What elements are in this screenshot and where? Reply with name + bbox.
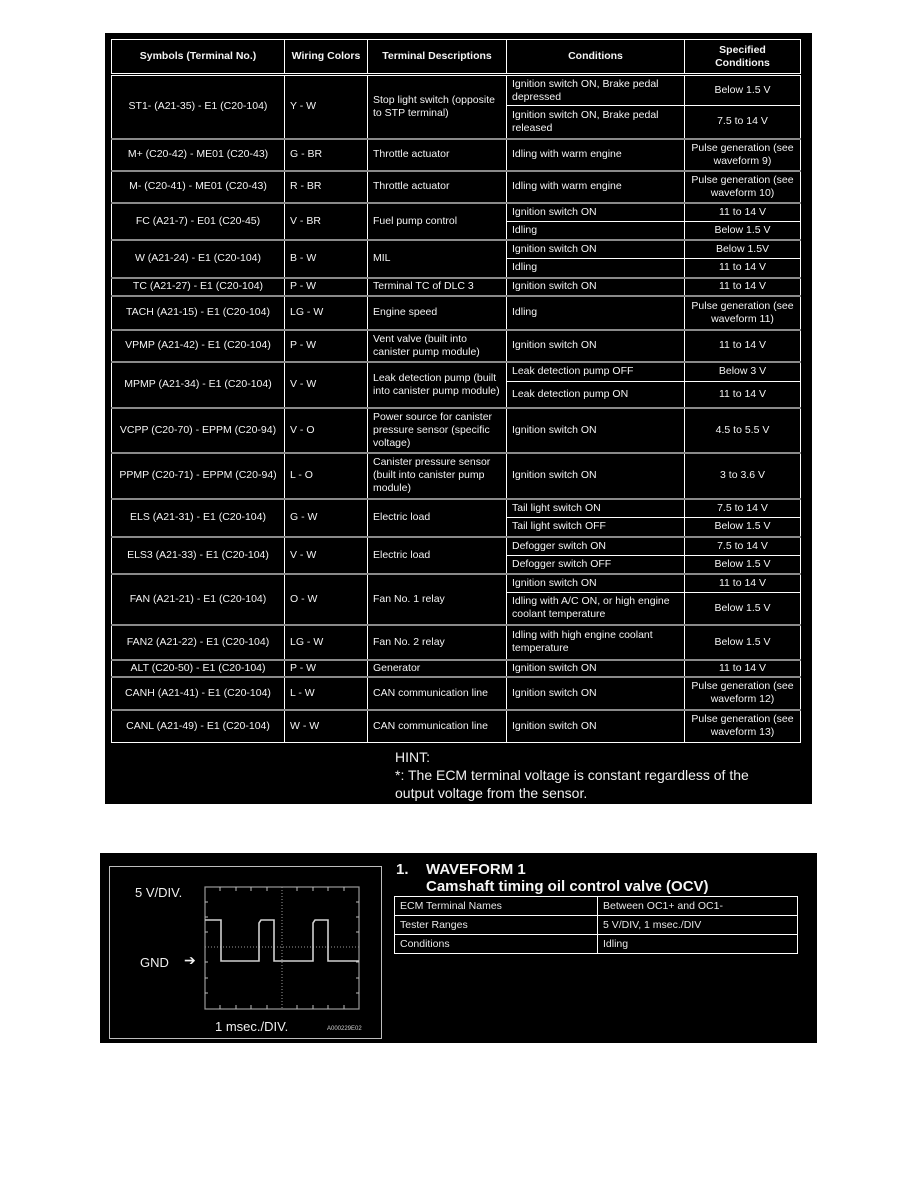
- condition-cell: Idling: [507, 222, 685, 240]
- hint-block: [395, 748, 749, 802]
- description-cell: Stop light switch (opposite to STP terminal): [368, 75, 507, 139]
- ecm-terminal-names-label: ECM Terminal Names: [395, 897, 598, 916]
- condition-cell: Ignition switch ON, Brake pedal depressed: [507, 75, 685, 106]
- waveform-number: 1.: [396, 861, 409, 878]
- waveform-plot: [204, 886, 360, 1011]
- waveform-info-table: [394, 896, 798, 954]
- specified-condition-cell: 11 to 14 V: [685, 382, 801, 408]
- symbol-cell: TC (A21-27) - E1 (C20-104): [112, 278, 285, 296]
- specified-condition-cell: 7.5 to 14 V: [685, 537, 801, 556]
- symbol-cell: ST1- (A21-35) - E1 (C20-104): [112, 75, 285, 139]
- symbol-cell: VCPP (C20-70) - EPPM (C20-94): [112, 408, 285, 453]
- table-row: [112, 240, 801, 259]
- condition-cell: Idling: [507, 296, 685, 330]
- condition-cell: Ignition switch ON: [507, 278, 685, 296]
- condition-cell: Tail light switch OFF: [507, 518, 685, 537]
- specified-condition-cell: 11 to 14 V: [685, 574, 801, 593]
- condition-cell: Ignition switch ON: [507, 330, 685, 362]
- condition-cell: Ignition switch ON: [507, 453, 685, 499]
- ecm-terminal-names-value: Between OC1+ and OC1-: [598, 897, 798, 916]
- description-cell: Throttle actuator: [368, 171, 507, 203]
- description-cell: Fan No. 2 relay: [368, 625, 507, 660]
- specified-condition-cell: 11 to 14 V: [685, 330, 801, 362]
- symbol-cell: ELS3 (A21-33) - E1 (C20-104): [112, 537, 285, 574]
- wiring-color-cell: V - W: [285, 362, 368, 408]
- table-row: [112, 139, 801, 171]
- wiring-color-cell: V - O: [285, 408, 368, 453]
- description-cell: Fan No. 1 relay: [368, 574, 507, 625]
- table-row: [395, 916, 798, 935]
- gnd-arrow-icon: ➔: [184, 952, 196, 968]
- wiring-color-cell: P - W: [285, 330, 368, 362]
- description-cell: Engine speed: [368, 296, 507, 330]
- specified-condition-cell: 7.5 to 14 V: [685, 499, 801, 518]
- condition-cell: Ignition switch ON: [507, 710, 685, 743]
- symbol-cell: ALT (C20-50) - E1 (C20-104): [112, 660, 285, 677]
- condition-cell: Idling with high engine coolant temperature: [507, 625, 685, 660]
- description-cell: Vent valve (built into canister pump module): [368, 330, 507, 362]
- condition-cell: Idling: [507, 259, 685, 278]
- waveform-subheading: Camshaft timing oil control valve (OCV): [426, 878, 709, 895]
- specified-condition-cell: 4.5 to 5.5 V: [685, 408, 801, 453]
- description-cell: Terminal TC of DLC 3: [368, 278, 507, 296]
- specified-condition-cell: 3 to 3.6 V: [685, 453, 801, 499]
- description-cell: MIL: [368, 240, 507, 278]
- specified-condition-cell: Pulse generation (see waveform 10): [685, 171, 801, 203]
- description-cell: Canister pressure sensor (built into canister pump module): [368, 453, 507, 499]
- table-row: [112, 537, 801, 556]
- table-row: [112, 408, 801, 453]
- symbol-cell: CANH (A21-41) - E1 (C20-104): [112, 677, 285, 710]
- specified-condition-cell: Below 1.5 V: [685, 75, 801, 106]
- waveform-heading: WAVEFORM 1: [426, 861, 526, 878]
- table-row: [112, 453, 801, 499]
- wiring-color-cell: V - W: [285, 537, 368, 574]
- waveform-heading-block: [396, 861, 709, 895]
- symbol-cell: M- (C20-41) - ME01 (C20-43): [112, 171, 285, 203]
- symbol-cell: CANL (A21-49) - E1 (C20-104): [112, 710, 285, 743]
- symbol-cell: FAN (A21-21) - E1 (C20-104): [112, 574, 285, 625]
- specified-condition-cell: Below 1.5V: [685, 240, 801, 259]
- wiring-color-cell: L - O: [285, 453, 368, 499]
- symbol-cell: MPMP (A21-34) - E1 (C20-104): [112, 362, 285, 408]
- header-symbols: Symbols (Terminal No.): [112, 40, 285, 75]
- hint-line-1: *: The ECM terminal voltage is constant regardless of the: [395, 767, 749, 783]
- table-row: [112, 75, 801, 106]
- wiring-color-cell: B - W: [285, 240, 368, 278]
- wiring-color-cell: G - W: [285, 499, 368, 537]
- condition-cell: Defogger switch ON: [507, 537, 685, 556]
- specified-condition-cell: 11 to 14 V: [685, 660, 801, 677]
- description-cell: Generator: [368, 660, 507, 677]
- table-row: [112, 278, 801, 296]
- symbol-cell: TACH (A21-15) - E1 (C20-104): [112, 296, 285, 330]
- table-row: [112, 574, 801, 593]
- wiring-color-cell: Y - W: [285, 75, 368, 139]
- condition-cell: Ignition switch ON: [507, 660, 685, 677]
- wiring-color-cell: V - BR: [285, 203, 368, 240]
- wiring-color-cell: W - W: [285, 710, 368, 743]
- specified-condition-cell: 11 to 14 V: [685, 259, 801, 278]
- specified-condition-cell: Pulse generation (see waveform 13): [685, 710, 801, 743]
- hint-line-2: output voltage from the sensor.: [395, 785, 588, 801]
- symbol-cell: ELS (A21-31) - E1 (C20-104): [112, 499, 285, 537]
- terminal-spec-table: [111, 39, 801, 743]
- oscilloscope-figure: [109, 866, 382, 1039]
- table-row: [112, 710, 801, 743]
- condition-cell: Ignition switch ON: [507, 677, 685, 710]
- wiring-color-cell: G - BR: [285, 139, 368, 171]
- description-cell: CAN communication line: [368, 677, 507, 710]
- symbol-cell: VPMP (A21-42) - E1 (C20-104): [112, 330, 285, 362]
- specified-condition-cell: Below 1.5 V: [685, 222, 801, 240]
- description-cell: Fuel pump control: [368, 203, 507, 240]
- wiring-color-cell: LG - W: [285, 625, 368, 660]
- specified-condition-cell: Below 1.5 V: [685, 518, 801, 537]
- symbol-cell: W (A21-24) - E1 (C20-104): [112, 240, 285, 278]
- waveform-panel: [100, 853, 817, 1043]
- specified-condition-cell: 11 to 14 V: [685, 278, 801, 296]
- description-cell: Throttle actuator: [368, 139, 507, 171]
- symbol-cell: FC (A21-7) - E01 (C20-45): [112, 203, 285, 240]
- wiring-color-cell: P - W: [285, 660, 368, 677]
- wiring-color-cell: R - BR: [285, 171, 368, 203]
- wiring-color-cell: L - W: [285, 677, 368, 710]
- condition-cell: Defogger switch OFF: [507, 556, 685, 574]
- header-specified-conditions: Specified Conditions: [685, 40, 801, 75]
- specified-condition-cell: Pulse generation (see waveform 11): [685, 296, 801, 330]
- tester-ranges-value: 5 V/DIV, 1 msec./DIV: [598, 916, 798, 935]
- description-cell: CAN communication line: [368, 710, 507, 743]
- terminal-spec-panel: [105, 33, 812, 804]
- wiring-color-cell: LG - W: [285, 296, 368, 330]
- table-row: [112, 499, 801, 518]
- specified-condition-cell: Pulse generation (see waveform 12): [685, 677, 801, 710]
- hint-title: HINT:: [395, 749, 430, 765]
- condition-cell: Ignition switch ON: [507, 574, 685, 593]
- condition-cell: Idling with warm engine: [507, 139, 685, 171]
- header-wiring-colors: Wiring Colors: [285, 40, 368, 75]
- symbol-cell: FAN2 (A21-22) - E1 (C20-104): [112, 625, 285, 660]
- description-cell: Electric load: [368, 537, 507, 574]
- condition-cell: Idling with warm engine: [507, 171, 685, 203]
- wiring-color-cell: P - W: [285, 278, 368, 296]
- figure-id: A000229E02: [327, 1026, 362, 1032]
- condition-cell: Ignition switch ON: [507, 240, 685, 259]
- terminal-spec-body: [112, 75, 801, 743]
- table-row: [395, 897, 798, 916]
- condition-cell: Ignition switch ON: [507, 203, 685, 222]
- header-conditions: Conditions: [507, 40, 685, 75]
- specified-condition-cell: 7.5 to 14 V: [685, 106, 801, 139]
- condition-cell: Ignition switch ON, Brake pedal released: [507, 106, 685, 139]
- conditions-label: Conditions: [395, 935, 598, 954]
- table-row: [112, 203, 801, 222]
- condition-cell: Tail light switch ON: [507, 499, 685, 518]
- specified-condition-cell: Below 1.5 V: [685, 593, 801, 625]
- conditions-value: Idling: [598, 935, 798, 954]
- table-row: [112, 625, 801, 660]
- symbol-cell: PPMP (C20-71) - EPPM (C20-94): [112, 453, 285, 499]
- table-row: [112, 677, 801, 710]
- table-row: [112, 330, 801, 362]
- specified-condition-cell: Below 1.5 V: [685, 625, 801, 660]
- time-per-div-label: 1 msec./DIV.: [215, 1019, 289, 1034]
- header-terminal-descriptions: Terminal Descriptions: [368, 40, 507, 75]
- volts-per-div-label: 5 V/DIV.: [135, 885, 183, 900]
- specified-condition-cell: Below 3 V: [685, 362, 801, 382]
- table-row: [395, 935, 798, 954]
- table-row: [112, 660, 801, 677]
- description-cell: Leak detection pump (built into canister pump module): [368, 362, 507, 408]
- description-cell: Power source for canister pressure sensor (specific voltage): [368, 408, 507, 453]
- condition-cell: Idling with A/C ON, or high engine coolant temperature: [507, 593, 685, 625]
- gnd-label: GND: [140, 955, 169, 970]
- wiring-color-cell: O - W: [285, 574, 368, 625]
- table-header-row: [112, 40, 801, 75]
- table-row: [112, 362, 801, 382]
- table-row: [112, 296, 801, 330]
- condition-cell: Ignition switch ON: [507, 408, 685, 453]
- symbol-cell: M+ (C20-42) - ME01 (C20-43): [112, 139, 285, 171]
- condition-cell: Leak detection pump ON: [507, 382, 685, 408]
- tester-ranges-label: Tester Ranges: [395, 916, 598, 935]
- specified-condition-cell: Below 1.5 V: [685, 556, 801, 574]
- specified-condition-cell: Pulse generation (see waveform 9): [685, 139, 801, 171]
- description-cell: Electric load: [368, 499, 507, 537]
- table-row: [112, 171, 801, 203]
- specified-condition-cell: 11 to 14 V: [685, 203, 801, 222]
- condition-cell: Leak detection pump OFF: [507, 362, 685, 382]
